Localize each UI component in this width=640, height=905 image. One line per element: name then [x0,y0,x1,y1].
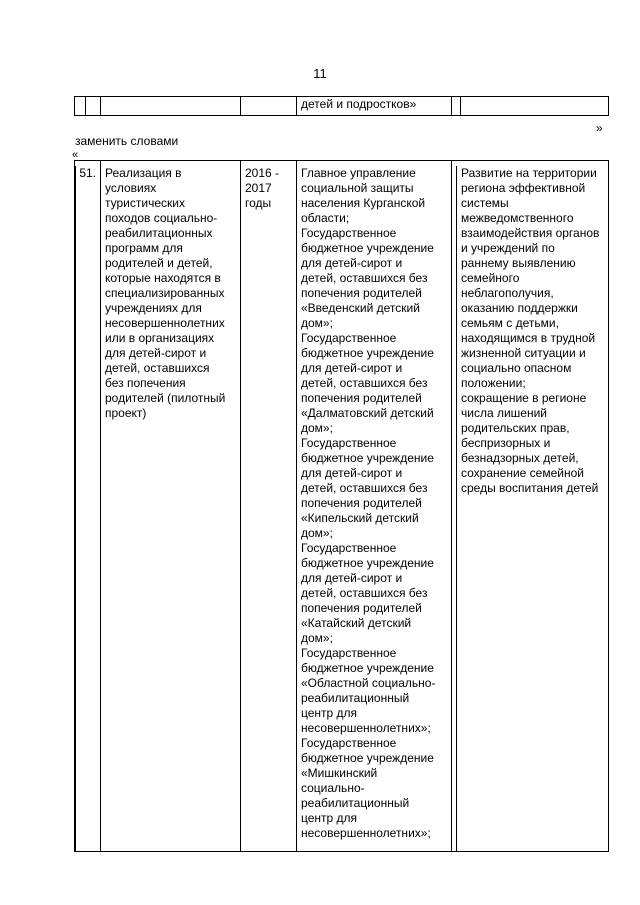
opening-quote: « [72,149,79,161]
table-cell-num [75,97,101,116]
result-text: Развитие на территории региона эффективной системы межведомственного взаимодействия органов и учреждений по раннему выявлению семейного неблагополучия, оказанию поддержки семьям с детьми, находящимся в трудной жизненной ситуации и социально опасном положении; сокращение в регионе числа лишений родительских прав, беспризорных и безнадзорных детей, сохранение семейной среды воспитания детей [461,166,600,495]
table-cell-name: Реализация в условиях туристических походов социально- реабилитационных программ для родителей и детей, которые находятся в специализированных учреждениях для несовершеннолетних или в организациях для детей-сирот и детей, оставшихся без попечения родителей (пилотный проект) [101,161,241,852]
table-cell-num [75,161,101,852]
table-cell-result [452,97,609,116]
table-cell-years: 2016 - 2017 годы [241,161,297,852]
cell-divider [79,97,86,115]
replace-instruction: заменить словами [75,134,179,148]
closing-quote: » [596,121,603,135]
table-row [75,97,609,116]
row-number: 51. [79,166,96,180]
table-top-fragment [74,96,609,116]
table-main [74,160,609,852]
table-cell-executors: детей и подростков» [297,97,452,116]
table-cell-years [241,97,297,116]
table-cell-result [452,161,609,852]
page-number: 11 [313,66,327,81]
cell-divider [456,97,461,115]
table-cell-executors: Главное управление социальной защиты населения Курганской области; Государственное бюджетное учреждение для детей-сирот и детей, оставшихся без попечения родителей «Введенский детский дом»; Государственное бюджетное учреждение для детей-сирот и детей, оставшихся без попечения родителей «Далматовский детский дом»; Государственное бюджетное учреждение для детей-сирот и детей, оставшихся без попечения родителей «Кипельский детский дом»; Государственное бюджетное учреждение для детей-сирот и детей, оставшихся без попечения родителей «Катайский детский дом»; Государственное бюджетное учреждение «Областной социально- реабилитационный центр для несовершеннолетних»; Государственное бюджетное учреждение «Мишкинский социально- реабилитационный центр для несовершеннолетних»; [297,161,452,852]
table-cell-name [101,97,241,116]
table-row [75,161,609,852]
